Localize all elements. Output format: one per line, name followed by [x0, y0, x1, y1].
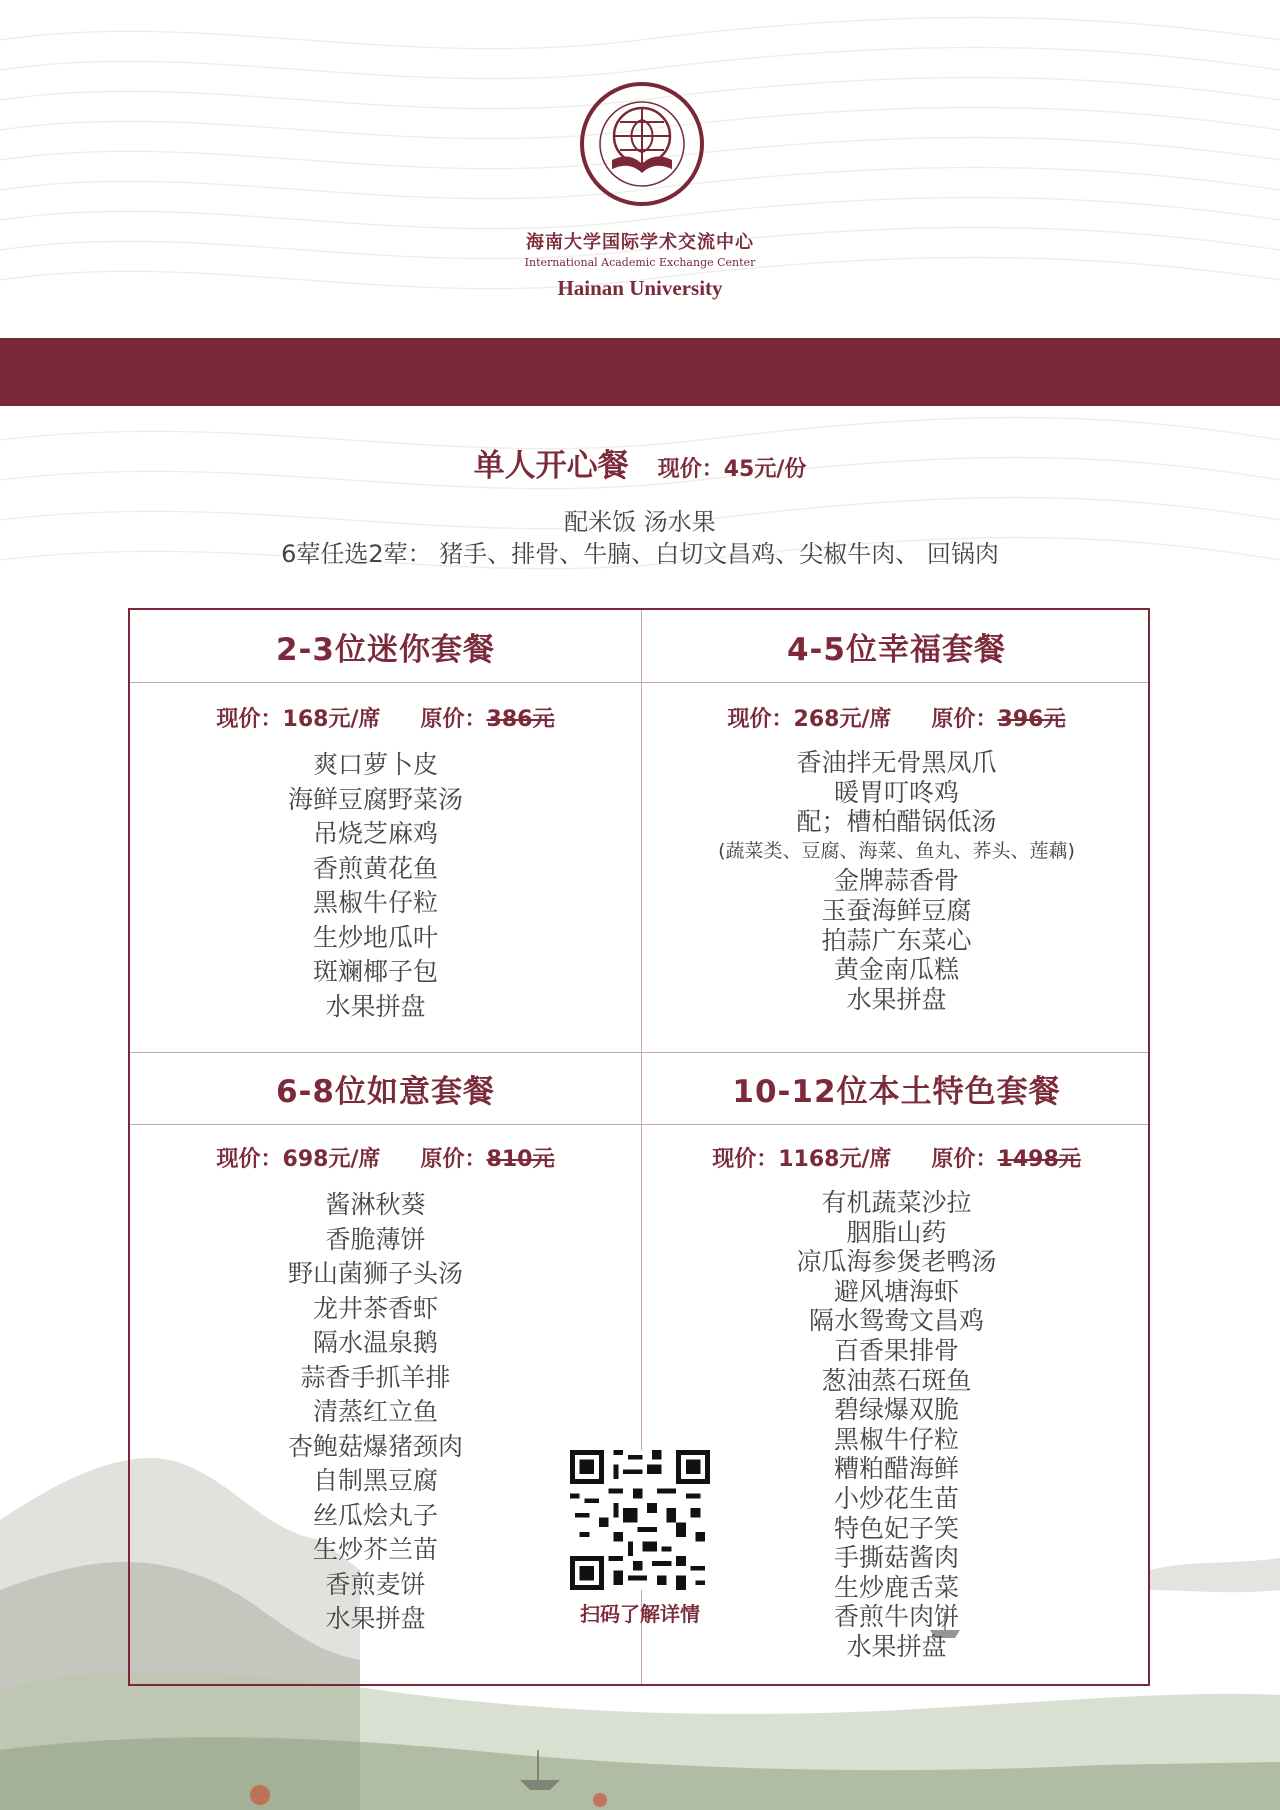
dish-item: 有机蔬菜沙拉 [821, 1188, 972, 1217]
current-price: 现价：168元/席 [216, 707, 381, 732]
dish-item: 特色妃子笑 [833, 1513, 959, 1543]
dish-item: 金牌蒜香骨 [833, 866, 959, 896]
package-prices [641, 1142, 1152, 1173]
original-price: 原价：1498元 [931, 1147, 1081, 1172]
package-title: 4-5位幸福套餐 [786, 632, 1006, 668]
dish-list [120, 748, 631, 1024]
dish-item: 香油拌无骨黑凤爪 [796, 748, 997, 777]
dish-item: 碧绿爆双脆 [833, 1395, 959, 1425]
header [0, 0, 1280, 340]
dish-list [641, 1188, 1152, 1662]
dish-item: 黑椒牛仔粒 [833, 1424, 959, 1454]
dish-item: 隔水鸳鸯文昌鸡 [808, 1306, 984, 1336]
original-price: 原价：386元 [420, 707, 555, 732]
dish-item: 葱油蒸石斑鱼 [821, 1365, 972, 1395]
package-title: 6-8位如意套餐 [275, 1074, 495, 1110]
dish-item: 黑椒牛仔粒 [312, 888, 438, 917]
package-prices [641, 702, 1152, 733]
org-name-chinese: 海南大学国际学术交流中心 [526, 232, 754, 253]
dish-item: 爽口萝卜皮 [312, 750, 438, 779]
dish-item: 生炒鹿舌菜 [833, 1572, 959, 1602]
dish-item: 香脆薄饼 [325, 1224, 426, 1254]
grid-divider [130, 1124, 1148, 1125]
dish-item: 暖胃叮咚鸡 [833, 777, 959, 807]
dish-list [641, 748, 1152, 1014]
dish-item: 香煎牛肉饼 [833, 1602, 959, 1632]
dish-item: 水果拼盘 [325, 991, 426, 1021]
grid-divider [130, 1052, 1148, 1053]
dish-item: 香煎黄花鱼 [312, 853, 438, 883]
current-price: 现价：268元/席 [727, 707, 892, 732]
dish-item: 配；槽柏醋锅低汤 [796, 807, 997, 837]
single-meal-sides: 配米饭 汤水果 [564, 508, 716, 536]
dish-item: 拍蒜广东菜心 [821, 925, 972, 955]
dish-item: 胭脂山药 [846, 1217, 947, 1247]
dish-item: 小炒花生苗 [833, 1483, 959, 1513]
dish-item: 海鲜豆腐野菜汤 [287, 784, 463, 814]
dish-item: 龙井茶香虾 [312, 1293, 438, 1323]
dish-item: 生炒芥兰苗 [312, 1535, 438, 1564]
dish-item: 水果拼盘 [846, 984, 947, 1014]
package-title: 2-3位迷你套餐 [275, 632, 495, 668]
dish-item: 蒜香手抓羊排 [300, 1362, 451, 1392]
dish-item: 糟粕醋海鲜 [833, 1454, 959, 1484]
qr-label: 扫码了解详情 [580, 1602, 700, 1626]
single-meal-heading [0, 440, 1280, 485]
dish-item: 避风塘海虾 [833, 1276, 959, 1306]
single-meal-price: 现价：45元/份 [657, 457, 807, 482]
dish-item: 斑斓椰子包 [312, 957, 438, 986]
dish-item: 吊烧芝麻鸡 [312, 819, 438, 848]
dish-item: 凉瓜海参煲老鸭汤 [796, 1247, 997, 1277]
dish-note: (蔬菜类、豆腐、海菜、鱼丸、荞头、莲藕) [718, 839, 1075, 862]
dish-item: 水果拼盘 [325, 1604, 426, 1633]
dish-item: 隔水温泉鹅 [312, 1328, 438, 1357]
dish-item: 生炒地瓜叶 [312, 922, 438, 952]
dish-list [120, 1188, 631, 1637]
brand-band [0, 338, 1280, 406]
org-name-english: International Academic Exchange Center [524, 256, 756, 269]
single-meal-title: 单人开心餐 [473, 448, 629, 484]
dish-item: 玉蚕海鲜豆腐 [821, 895, 972, 925]
dish-item: 手撕菇酱肉 [833, 1543, 959, 1573]
original-price: 原价：810元 [420, 1147, 555, 1172]
qr-code-icon[interactable] [570, 1450, 710, 1590]
original-price: 原价：396元 [931, 707, 1066, 732]
package-prices [130, 1142, 641, 1173]
current-price: 现价：1168元/席 [712, 1147, 892, 1172]
single-meal-choice: 6荤任选2荤： 猪手、排骨、牛腩、白切文昌鸡、尖椒牛肉、 回锅肉 [281, 540, 999, 568]
dish-item: 黄金南瓜糕 [833, 955, 959, 985]
dish-item: 杏鲍菇爆猪颈肉 [287, 1431, 463, 1461]
current-price: 现价：698元/席 [216, 1147, 381, 1172]
dish-item: 自制黑豆腐 [312, 1466, 438, 1495]
grid-divider [130, 682, 1148, 683]
dish-item: 香煎麦饼 [325, 1569, 426, 1599]
package-prices [130, 702, 641, 733]
dish-item: 野山菌狮子头汤 [287, 1259, 463, 1288]
dish-item: 水果拼盘 [846, 1631, 947, 1661]
dish-item: 酱淋秋葵 [325, 1190, 426, 1219]
university-logo-icon [578, 80, 706, 208]
package-title: 10-12位本土特色套餐 [732, 1074, 1061, 1110]
dish-item: 清蒸红立鱼 [312, 1397, 438, 1426]
dish-item: 百香果排骨 [833, 1335, 959, 1365]
dish-item: 丝瓜烩丸子 [312, 1500, 438, 1530]
university-name: Hainan University [557, 276, 723, 300]
